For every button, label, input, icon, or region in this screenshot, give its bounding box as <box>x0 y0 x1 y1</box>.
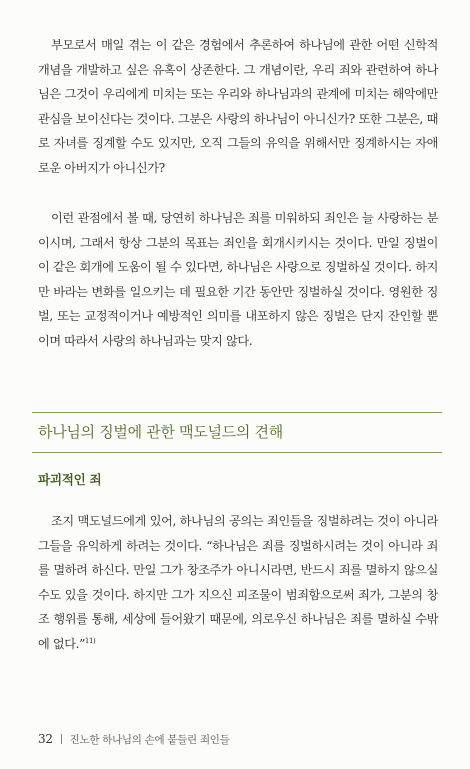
running-book-title: 진노한 하나님의 손에 붙들린 죄인들 <box>69 734 230 746</box>
page-footer <box>38 732 229 747</box>
page-number: 32 <box>38 732 53 746</box>
body-paragraph-1: 부모로서 매일 겪는 이 같은 경험에서 추론하여 하나님에 관한 어떤 신학적 개념을 개발하고 싶은 유혹이 상존한다. 그 개념이란, 우리 죄와 관련하여 하나님은 그것이 우리에게 미치는 또는 우리와 하나님과의 관계에 미치는 해악에만 관심을 보이신다는 것이다. 그분은 사랑의 하나님이 아니신가? 또한 그분은, 때로 자녀를 징계할 수도 있지만, 오직 그들의 유익을 위해서만 징계하시는 자애로운 아버지가 아니신가? <box>38 38 438 175</box>
footnote-marker[interactable]: 11) <box>84 636 96 645</box>
body-paragraph-3-text: 조지 맥도널드에게 있어, 하나님의 공의는 죄인들을 징벌하려는 것이 아니라 그들을 유익하게 하려는 것이다. “하나님은 죄를 징벌하시려는 것이 아니라 죄를 멸하려 하신다. 만일 그가 창조주가 아니시라면, 반드시 죄를 멸하지 않으실 수도 있을 것이다. 하지만 그가 지으신 피조물이 범죄함으로써 죄가, 그분의 창조 행위를 통해, 세상에 들어왔기 때문에, 의로우신 하나님은 죄를 멸하실 수밖에 없다.” <box>38 514 438 651</box>
body-paragraph-2: 이런 관점에서 볼 때, 당연히 하나님은 죄를 미워하되 죄인은 늘 사랑하는 분이시며, 그래서 항상 그분의 목표는 죄인을 회개시키시는 것이다. 만일 징벌이 이 같은 회개에 도움이 될 수 있다면, 하나님은 사랑으로 징벌하실 것이다. 하지만 바라는 변화를 일으키는 데 필요한 기간 동안만 징벌하실 것이다. 영원한 징벌, 또는 교정적이거나 예방적인 의미를 내포하지 않은 징벌은 단지 잔인할 뿐이며 따라서 사랑의 하나님과는 맞지 않다. <box>38 211 438 348</box>
body-paragraph-3 <box>38 509 438 657</box>
subheading: 파괴적인 죄 <box>38 472 102 487</box>
section-heading: 하나님의 징벌에 관한 맥도널드의 견해 <box>38 423 283 441</box>
footer-separator <box>61 734 62 744</box>
heading-rule-bottom <box>32 452 442 453</box>
heading-rule-top <box>32 412 442 413</box>
section-heading-box <box>0 412 470 452</box>
